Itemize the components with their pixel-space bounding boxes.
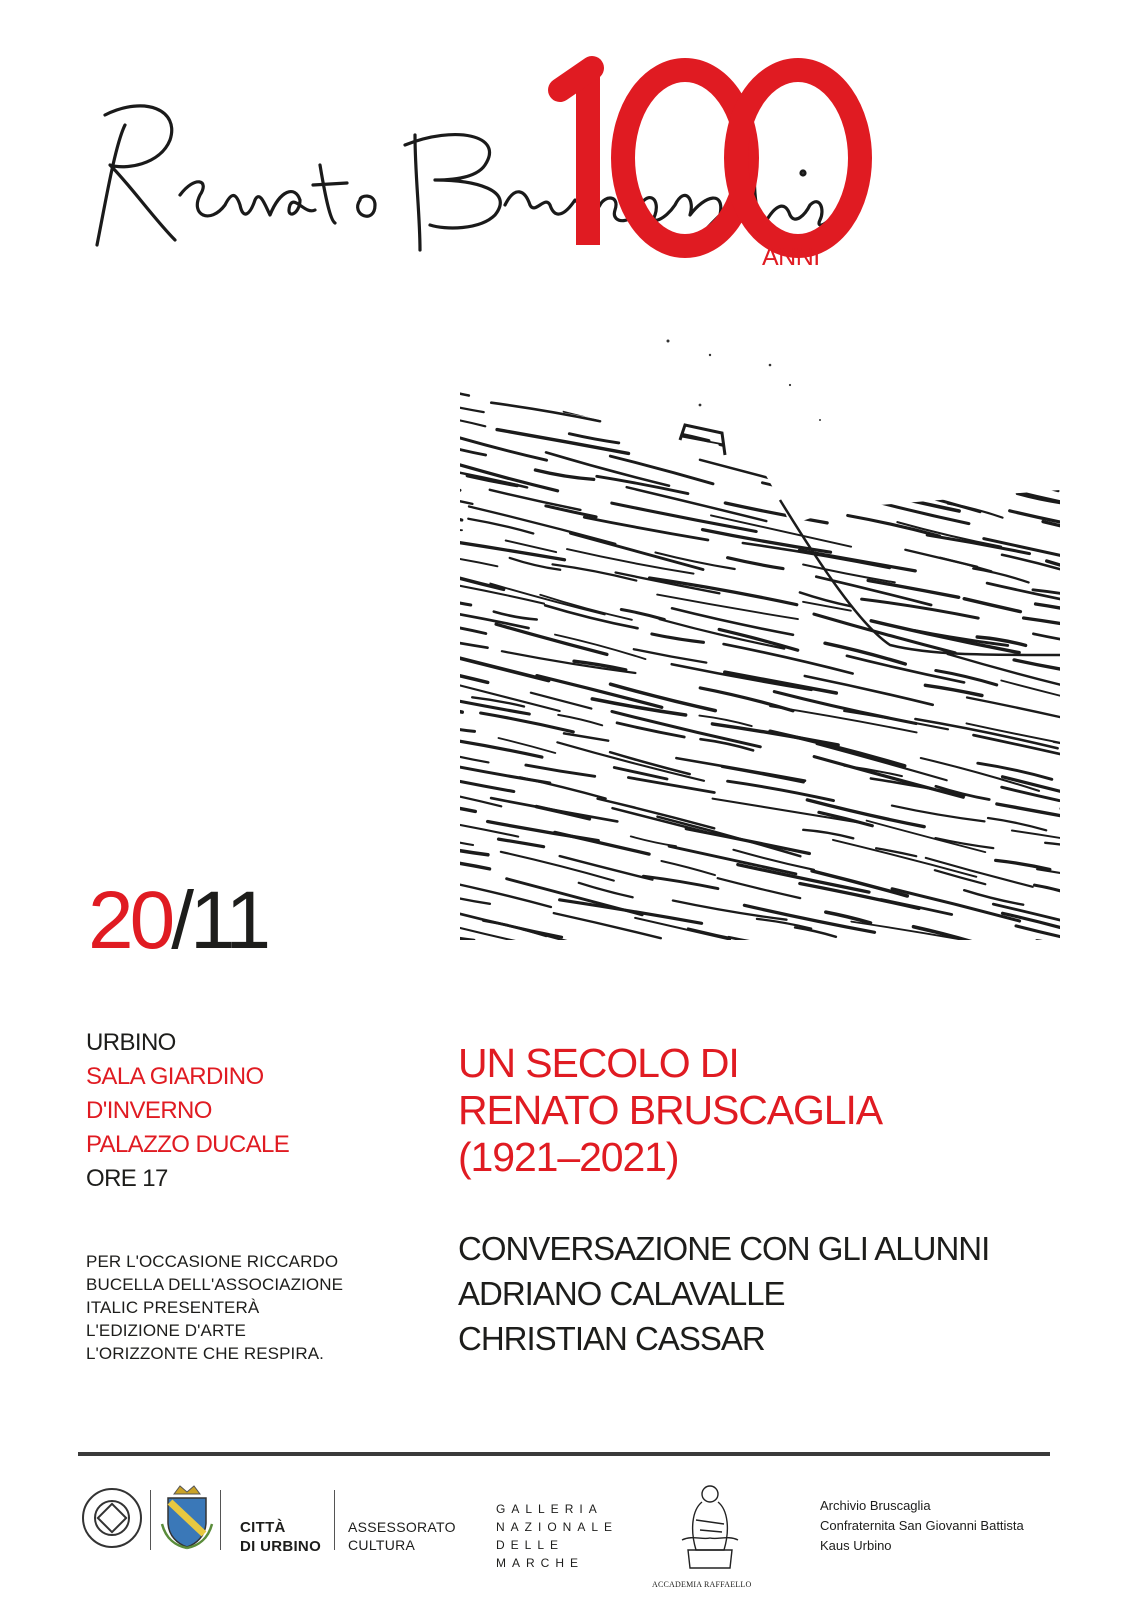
event-time: ORE 17 xyxy=(86,1165,168,1192)
etching-stroke xyxy=(795,394,934,418)
etching-stroke xyxy=(627,487,767,521)
etching-stroke xyxy=(1016,926,1080,946)
date-month: /11 xyxy=(171,875,268,966)
etching-stroke xyxy=(1054,742,1081,759)
etching-stroke xyxy=(564,411,652,426)
urbino-coat-of-arms-icon xyxy=(160,1484,214,1550)
etching-stroke xyxy=(1071,711,1080,725)
etching-stroke xyxy=(901,325,1015,332)
etching-stroke xyxy=(555,635,646,660)
etching-stroke xyxy=(783,467,842,482)
etching-stroke xyxy=(460,509,462,520)
etching-stroke xyxy=(802,954,916,965)
etching-stroke xyxy=(460,759,550,783)
etching-stroke xyxy=(527,358,576,371)
etching-stroke xyxy=(762,483,816,494)
etching-stroke xyxy=(460,523,462,531)
etching-stroke xyxy=(460,942,515,960)
etching-stroke xyxy=(670,955,790,965)
citta-di-urbino-label xyxy=(240,1518,321,1556)
city-line: DI URBINO xyxy=(240,1538,322,1555)
assessorato-line: ASSESSORATO xyxy=(348,1519,456,1535)
etching-stroke xyxy=(460,399,484,412)
etching-stroke xyxy=(844,711,948,729)
etching-stroke xyxy=(593,349,705,368)
etching-stroke xyxy=(809,363,858,371)
etching-stroke xyxy=(725,672,837,693)
etching-stroke xyxy=(460,802,475,812)
etching-stroke xyxy=(990,455,1080,481)
subtitle-line: CONVERSAZIONE CON GLI ALUNNI xyxy=(458,1230,990,1267)
etching-stroke xyxy=(915,719,1057,748)
assessorato-line: CULTURA xyxy=(348,1537,416,1553)
etching-stroke xyxy=(938,433,1061,454)
etching-stroke xyxy=(973,569,1028,583)
note-line: L'ORIZZONTE CHE RESPIRA. xyxy=(86,1344,325,1363)
etching-stroke xyxy=(996,860,1050,869)
venue-line: SALA GIARDINO xyxy=(86,1063,264,1090)
etching-stroke xyxy=(594,360,684,375)
etching-stroke xyxy=(1047,561,1080,585)
etching-stroke xyxy=(479,950,520,959)
gallery-line: MARCHE xyxy=(496,1556,585,1570)
etching-stroke xyxy=(634,649,707,662)
sponsor-item: Archivio Bruscaglia xyxy=(820,1498,931,1513)
venue-line: PALAZZO DUCALE xyxy=(86,1131,290,1158)
etching-stroke xyxy=(499,839,544,847)
etching-stroke xyxy=(988,818,1046,830)
title-line: UN SECOLO DI xyxy=(458,1040,739,1086)
etching-stroke xyxy=(866,399,1012,433)
gallery-line: NAZIONALE xyxy=(496,1520,619,1534)
sponsor-item: Kaus Urbino xyxy=(820,1538,892,1553)
etching-stroke xyxy=(526,765,595,776)
etching-stroke xyxy=(610,456,713,484)
etching-stroke xyxy=(555,832,649,854)
etching-stroke xyxy=(652,634,704,642)
etching-stroke xyxy=(861,330,951,349)
note-line: L'EDIZIONE D'ARTE xyxy=(86,1321,246,1340)
gallery-line: DELLE xyxy=(496,1538,565,1552)
venue-line: D'INVERNO xyxy=(86,1097,212,1124)
etching-stroke xyxy=(892,806,985,822)
hundred-logo xyxy=(540,40,880,270)
etching-stroke xyxy=(718,878,801,898)
etching-stroke xyxy=(1033,634,1080,644)
etching-stroke xyxy=(460,704,462,712)
etching-stroke xyxy=(617,723,684,737)
etching-stroke xyxy=(961,951,1019,960)
etching-stroke xyxy=(723,416,850,447)
etching-stroke xyxy=(460,537,565,560)
etching-stroke xyxy=(490,584,605,615)
etching-stroke xyxy=(728,781,834,800)
note-line: BUCELLA DELL'ASSOCIAZIONE xyxy=(86,1275,344,1294)
etching-stroke xyxy=(867,821,986,853)
galleria-nazionale-marche-logo xyxy=(496,1500,618,1572)
etching-stroke xyxy=(1026,383,1080,394)
etching-stroke xyxy=(568,953,717,966)
etching-stroke xyxy=(795,927,836,936)
etching-stroke xyxy=(914,927,985,946)
venue-block xyxy=(86,1026,289,1196)
note-line: PER L'OCCASIONE RICCARDO xyxy=(86,1252,339,1271)
etching-stroke xyxy=(671,365,810,392)
etching-stroke xyxy=(958,325,1028,339)
etching-stroke xyxy=(945,335,994,343)
etching-stroke xyxy=(1078,654,1080,665)
etching-stroke xyxy=(847,656,964,683)
etching-stroke xyxy=(1002,327,1081,343)
occasion-note xyxy=(86,1250,343,1365)
sponsor-item: Confraternita San Giovanni Battista xyxy=(820,1518,1024,1533)
etching-stroke xyxy=(672,608,793,635)
etching-stroke xyxy=(494,612,537,620)
etching-stroke xyxy=(713,333,815,355)
etching-stroke xyxy=(974,735,1080,758)
etching-stroke xyxy=(564,381,654,405)
etching-stroke xyxy=(882,956,941,965)
etching-stroke xyxy=(553,564,637,580)
anni-label: ANNI xyxy=(762,243,820,271)
event-date xyxy=(88,875,268,966)
etching-stroke xyxy=(977,356,1080,388)
etching-stroke xyxy=(478,378,584,400)
etching-stroke xyxy=(536,942,680,965)
etching-stroke xyxy=(460,960,466,965)
etching-stroke xyxy=(584,517,708,540)
etching-stroke xyxy=(661,861,715,875)
etching-stroke xyxy=(460,858,490,869)
etching-stroke xyxy=(535,470,593,479)
venue-city: URBINO xyxy=(86,1029,176,1056)
etching-stroke xyxy=(803,380,849,389)
city-line: CITTÀ xyxy=(240,1519,286,1536)
etching-stroke xyxy=(460,368,514,389)
etching-stroke xyxy=(728,558,783,569)
etching-stroke xyxy=(1073,961,1080,965)
etching-landscape-image xyxy=(460,325,1080,965)
etching-stroke xyxy=(523,929,618,955)
etching-stroke xyxy=(657,595,798,620)
etching-stroke xyxy=(722,767,803,783)
title-line: (1921–2021) xyxy=(458,1134,679,1180)
etching-stroke xyxy=(560,856,653,880)
etching-stroke xyxy=(700,460,791,484)
etching-stroke xyxy=(460,621,486,634)
etching-stroke xyxy=(964,963,1080,965)
title-line: RENATO BRUSCAGLIA xyxy=(458,1087,883,1133)
etching-stroke xyxy=(460,833,473,846)
etching-stroke xyxy=(460,636,488,648)
etching-stroke xyxy=(871,779,965,796)
etching-stroke xyxy=(978,763,1052,779)
etching-stroke xyxy=(1036,604,1080,615)
etching-stroke xyxy=(873,358,961,376)
etching-stroke xyxy=(1074,415,1081,439)
etching-stroke xyxy=(1014,660,1066,670)
unesco-heritage-icon xyxy=(80,1486,144,1550)
footer-separator xyxy=(150,1490,151,1550)
etching-stroke xyxy=(642,413,691,422)
etching-stroke xyxy=(460,553,497,566)
etching-stroke xyxy=(460,593,471,606)
event-title xyxy=(458,1040,882,1181)
etching-stroke xyxy=(598,799,715,829)
sponsors-list xyxy=(820,1496,1024,1556)
etching-stroke xyxy=(616,573,720,594)
etching-stroke xyxy=(1050,436,1080,445)
etching-stroke xyxy=(554,913,661,938)
etching-stroke xyxy=(1068,700,1080,725)
etching-stroke xyxy=(460,722,475,732)
etching-stroke xyxy=(857,457,907,468)
etching-stroke xyxy=(1043,522,1080,535)
etching-stroke xyxy=(973,346,1026,360)
etching-stroke xyxy=(826,912,871,923)
etching-stroke xyxy=(664,397,787,428)
etching-stroke xyxy=(803,830,853,839)
etching-stroke xyxy=(916,451,957,462)
event-subtitle xyxy=(458,1226,989,1361)
etching-stroke xyxy=(941,379,995,392)
etching-stroke xyxy=(686,829,809,854)
etching-stroke xyxy=(897,522,1001,547)
etching-stroke xyxy=(803,941,899,958)
etching-stroke xyxy=(1046,325,1080,338)
etching-stroke xyxy=(848,516,940,537)
etching-stroke xyxy=(910,409,1001,425)
etching-stroke xyxy=(460,876,551,907)
etching-stroke xyxy=(857,372,972,393)
etching-stroke xyxy=(460,414,485,427)
etching-stroke xyxy=(491,403,600,422)
etching-stroke xyxy=(800,448,926,479)
etching-stroke xyxy=(650,578,797,605)
etching-stroke xyxy=(967,472,1059,492)
gallery-line: GALLERIA xyxy=(496,1502,603,1516)
etching-stroke xyxy=(713,799,862,823)
assessorato-cultura-label xyxy=(348,1518,456,1554)
etching-stroke xyxy=(507,961,561,965)
etching-stroke xyxy=(825,348,938,378)
etching-stroke xyxy=(537,807,590,819)
etching-stroke xyxy=(460,693,529,714)
etching-stroke xyxy=(705,403,781,415)
etching-stroke xyxy=(1004,371,1080,386)
etching-stroke xyxy=(1066,781,1080,804)
etching-stroke xyxy=(520,777,606,798)
etching-stroke xyxy=(460,747,489,763)
etching-stroke xyxy=(579,883,633,898)
etching-stroke xyxy=(711,515,851,546)
etching-stroke xyxy=(967,698,1080,723)
etching-stroke xyxy=(672,380,791,408)
etching-stroke xyxy=(502,651,636,673)
etching-stroke xyxy=(833,840,976,877)
etching-stroke xyxy=(460,788,501,806)
etching-stroke xyxy=(1045,843,1080,851)
etching-stroke xyxy=(803,602,851,611)
etching-stroke xyxy=(503,388,544,396)
etching-stroke xyxy=(1061,809,1080,831)
accademia-raffaello-label: ACCADEMIA RAFFAELLO xyxy=(652,1580,752,1589)
etching-stroke xyxy=(688,928,751,942)
etching-stroke xyxy=(987,484,1066,503)
etching-stroke xyxy=(825,421,903,443)
etching-stroke xyxy=(976,444,1042,460)
etching-stroke xyxy=(963,417,1009,426)
etching-stroke xyxy=(460,932,474,941)
etching-stroke xyxy=(925,942,1008,959)
etching-stroke xyxy=(460,667,488,683)
etching-stroke xyxy=(964,890,1023,905)
etching-stroke xyxy=(660,619,785,648)
accademia-raffaello-emblem-icon xyxy=(672,1480,748,1578)
etching-stroke xyxy=(564,733,608,740)
etching-stroke xyxy=(1014,397,1080,416)
etching-stroke xyxy=(1012,831,1080,850)
etching-stroke xyxy=(643,876,718,888)
etching-stroke xyxy=(844,766,902,776)
etching-stroke xyxy=(720,445,829,467)
etching-stroke xyxy=(925,685,982,695)
etching-stroke xyxy=(834,325,887,334)
etching-stroke xyxy=(729,937,788,947)
note-line: ITALIC PRESENTERÀ xyxy=(86,1298,260,1317)
etching-stroke xyxy=(725,503,827,523)
etching-stroke xyxy=(868,580,959,597)
etching-stroke xyxy=(460,382,469,395)
etching-stroke xyxy=(558,715,602,725)
etching-stroke xyxy=(612,389,653,399)
etching-stroke xyxy=(1066,852,1080,861)
etching-stroke xyxy=(1035,885,1081,897)
etching-stroke xyxy=(610,752,690,774)
etching-stroke xyxy=(460,493,472,504)
etching-stroke xyxy=(1024,618,1080,636)
footer-separator xyxy=(334,1490,335,1550)
etching-stroke xyxy=(1041,340,1080,365)
etching-stroke xyxy=(631,836,676,846)
etching-stroke xyxy=(964,599,1020,612)
etching-stroke xyxy=(1037,941,1080,962)
etching-stroke xyxy=(1068,458,1080,470)
footer-divider xyxy=(78,1452,1050,1456)
etching-stroke xyxy=(569,434,619,443)
etching-stroke xyxy=(490,490,581,510)
etching-stroke xyxy=(837,429,952,457)
etching-stroke xyxy=(1028,406,1078,416)
subtitle-line: ADRIANO CALAVALLE xyxy=(458,1275,785,1312)
footer-separator xyxy=(220,1490,221,1550)
etching-stroke xyxy=(496,624,607,654)
etching-stroke xyxy=(967,723,1061,742)
subtitle-line: CHRISTIAN CASSAR xyxy=(458,1320,765,1357)
etching-stroke xyxy=(1017,494,1070,505)
date-day: 20 xyxy=(88,875,172,966)
etching-stroke xyxy=(676,436,814,464)
etching-stroke xyxy=(1061,757,1080,783)
etching-stroke xyxy=(546,452,669,485)
etching-stroke xyxy=(1033,590,1080,604)
